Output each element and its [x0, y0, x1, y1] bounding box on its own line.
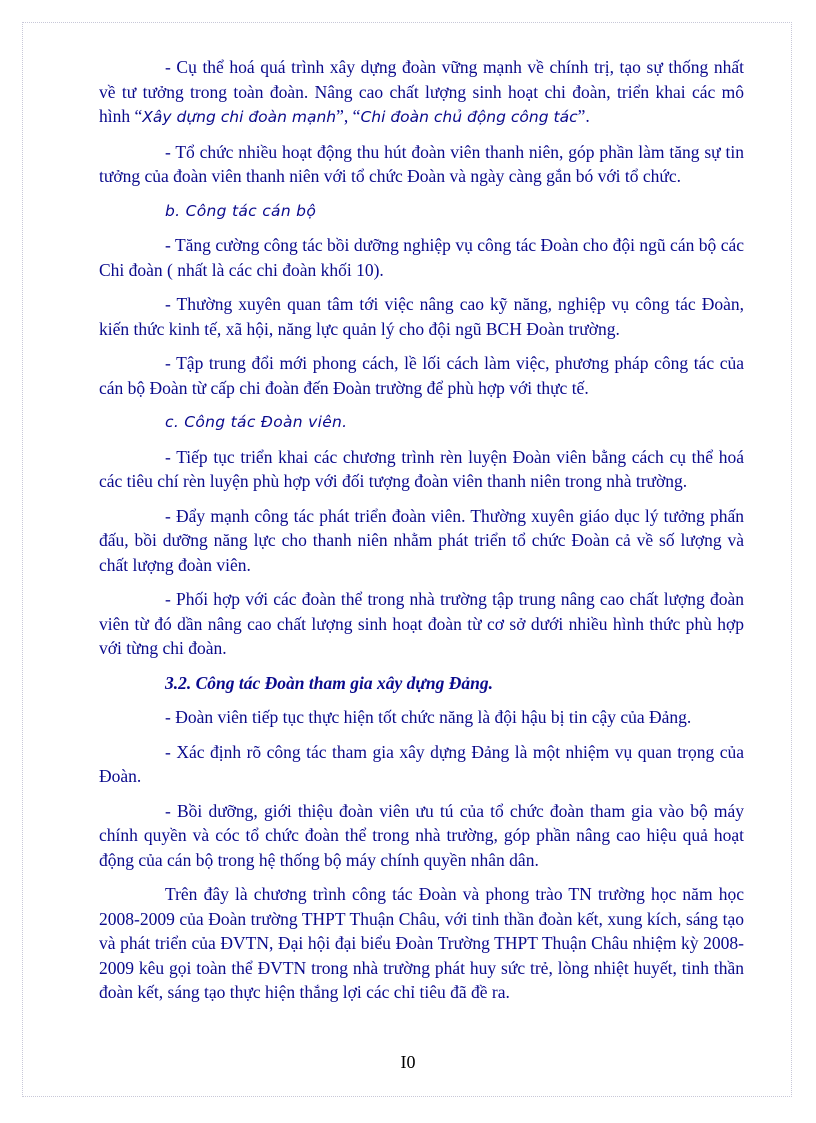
paragraph-5: - Tập trung đổi mới phong cách, lề lối cách làm việc, phương pháp công tác của cán bộ Đoàn từ cấp chi đoàn đến Đoàn trường để phù hợp với thực tế. — [99, 353, 744, 398]
paragraph-6: - Tiếp tục triển khai các chương trình rèn luyện Đoàn viên bằng cách cụ thể hoá các tiêu chí rèn luyện phù hợp với đối tượng đoàn viên thanh niên trong nhà trường. — [99, 446, 744, 491]
paragraph-1-text: - Cụ thể hoá quá trình xây dựng đoàn vững mạnh về chính trị, tạo sự thống nhất về tư tưởng trong toàn đoàn. Nâng cao chất lượng sinh hoạt chi đoàn, triển khai các mô hình “ — [99, 57, 744, 126]
paragraph-1-separator: ”, “ — [336, 106, 361, 126]
subheading-b: b. Công tác cán bộ — [165, 201, 317, 220]
paragraph-1 — [99, 55, 744, 130]
paragraph-7: - Đẩy mạnh công tác phát triển đoàn viên. Thường xuyên giáo dục lý tưởng phấn đấu, bồi dưỡng năng lực cho thanh niên nhằm phát triển tổ chức Đoàn cả về số lượng và chất lượng đoàn viên. — [99, 505, 744, 575]
paragraph-4: - Thường xuyên quan tâm tới việc nâng cao kỹ năng, nghiệp vụ công tác Đoàn, kiến thức kinh tế, xã hội, năng lực quản lý cho đội ngũ BCH Đoàn trường. — [99, 294, 744, 339]
page-number: I0 — [400, 1052, 416, 1072]
paragraph-11: - Bồi dưỡng, giới thiệu đoàn viên ưu tú của tổ chức đoàn tham gia vào bộ máy chính quyền và cóc tổ chức đoàn thể trong nhà trường, góp phần nâng cao hiệu quả hoạt động của cán bộ trong hệ thống bộ máy chính quyền nhân dân. — [99, 800, 744, 870]
model-name-strong-branch: Xây dựng chi đoàn mạnh — [142, 108, 337, 126]
document-body — [99, 55, 744, 1015]
paragraph-1-end: ”. — [577, 106, 590, 126]
paragraph-3: - Tăng cường công tác bồi dưỡng nghiệp vụ công tác Đoàn cho đội ngũ cán bộ các Chi đoàn ( nhất là các chi đoàn khối 10). — [99, 235, 744, 280]
section-heading-3-2: 3.2. Công tác Đoàn tham gia xây dựng Đảng. — [165, 672, 493, 693]
paragraph-2: - Tổ chức nhiều hoạt động thu hút đoàn viên thanh niên, góp phần làm tăng sự tin tưởng của đoàn viên thanh niên với tổ chức Đoàn và ngày càng gắn bó với tổ chức. — [99, 141, 744, 186]
paragraph-12: Trên đây là chương trình công tác Đoàn và phong trào TN trường học năm học 2008-2009 của Đoàn trường THPT Thuận Châu, với tinh thần đoàn kết, xung kích, sáng tạo và phát triển của ĐVTN, Đại hội đại biểu Đoàn Trường THPT Thuận Châu nhiệm kỳ 2008-2009 kêu gọi toàn thể ĐVTN trong nhà trường phát huy sức trẻ, lòng nhiệt huyết, tinh thần đoàn kết, sáng tạo thực hiện thắng lợi các chỉ tiêu đã đề ra. — [99, 884, 744, 1002]
paragraph-9: - Đoàn viên tiếp tục thực hiện tốt chức năng là đội hậu bị tin cậy của Đảng. — [165, 707, 692, 727]
paragraph-8: - Phối hợp với các đoàn thể trong nhà trường tập trung nâng cao chất lượng đoàn viên từ đó dần nâng cao chất lượng sinh hoạt đoàn từ cơ sở dưới nhiều hình thức phù hợp với từng chi đoàn. — [99, 589, 744, 658]
paragraph-10: - Xác định rõ công tác tham gia xây dựng Đảng là một nhiệm vụ quan trọng của Đoàn. — [99, 741, 744, 786]
model-name-proactive-branch: Chi đoàn chủ động công tác — [360, 108, 578, 126]
subheading-c: c. Công tác Đoàn viên. — [165, 413, 348, 431]
